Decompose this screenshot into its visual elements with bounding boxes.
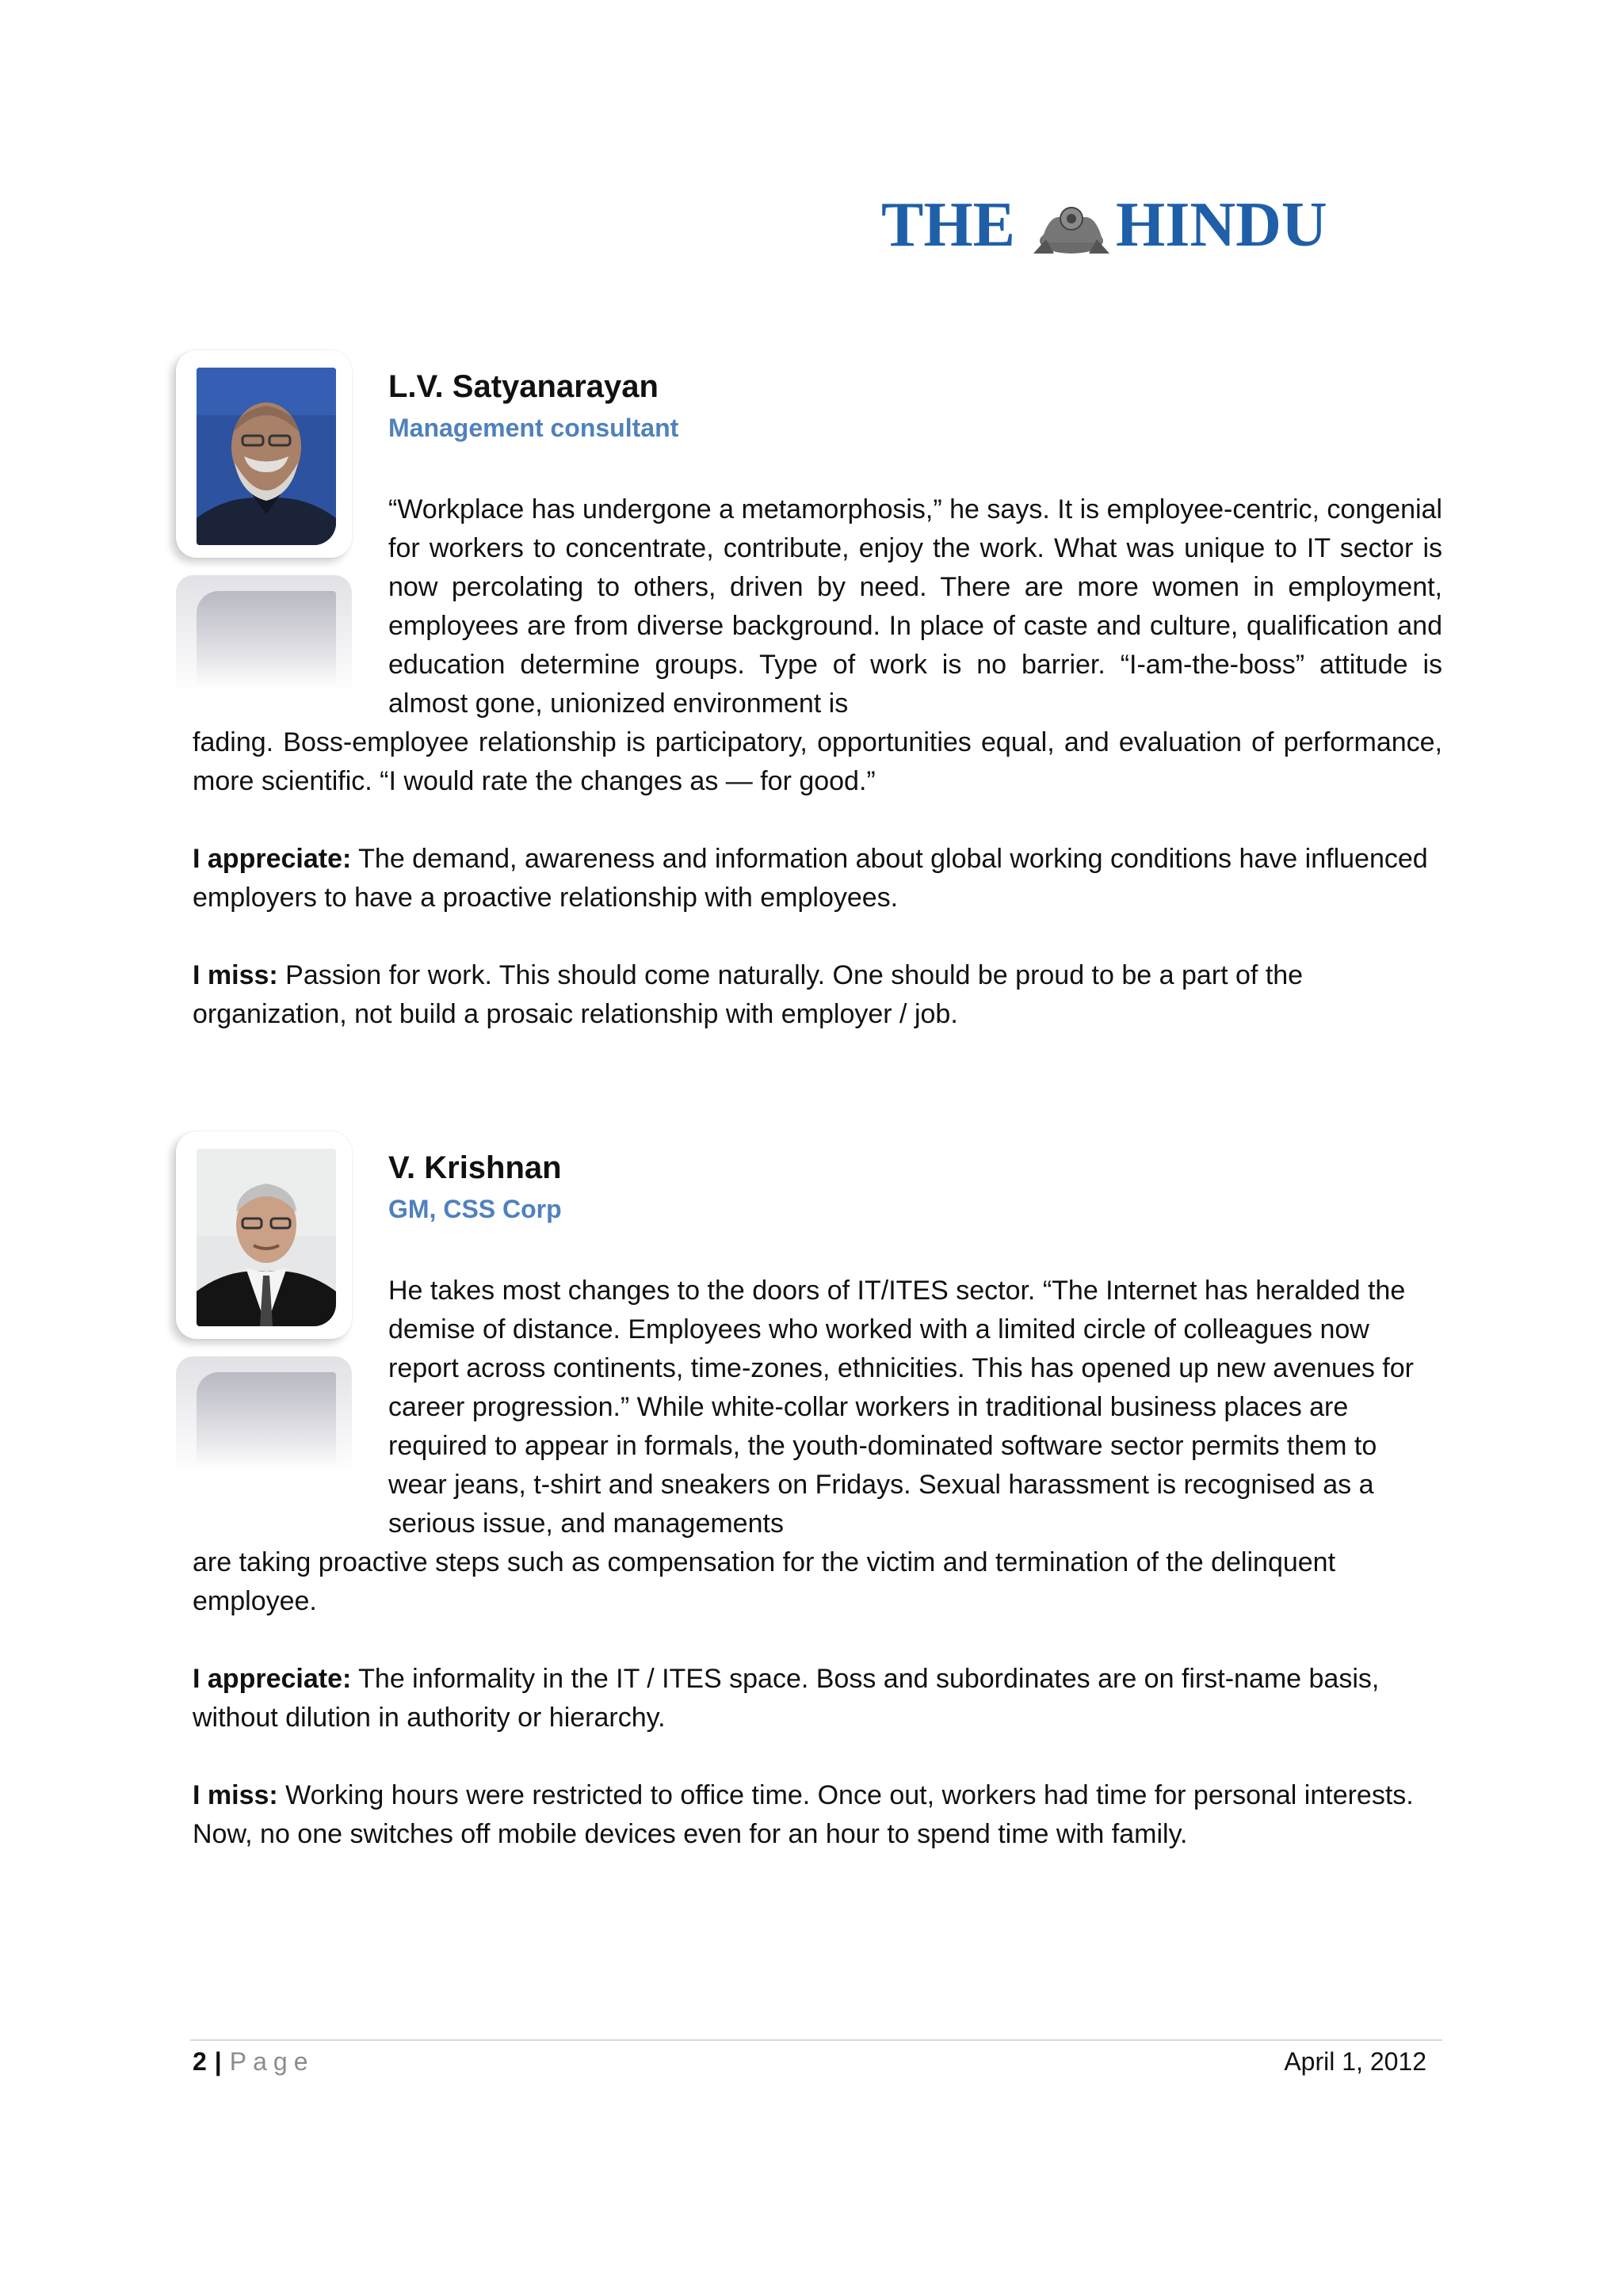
profile-miss-2 [193,1776,1442,1854]
miss-label-1: I miss: [193,960,278,990]
profile-name-2: V. Krishnan [388,1150,562,1185]
masthead-left-word: THE [881,190,1015,260]
profile-photo-2 [197,1149,336,1326]
masthead-logo [881,189,1436,260]
footer-date: April 1, 2012 [1284,2047,1426,2076]
profile-photo-frame-2 [176,1131,352,1339]
profile-role-2: GM, CSS Corp [388,1195,562,1223]
footer-page-number [193,2047,314,2077]
page-word: Page [229,2047,315,2076]
profile-body-1b: fading. Boss-employee relationship is participatory, opportunities equal, and evaluation of performance, more scientific. “I would rate the changes as — for good.” [193,727,1442,796]
profile-name-1: L.V. Satyanarayan [388,369,659,404]
profile-body-2a: He takes most changes to the doors of IT/ITES sector. “The Internet has heralded the demise of distance. Employees who worked with a limited circle of colleagues now report across continents, time-zones, ethnicities. This has opened up new avenues for career progression.” While white-collar workers in traditional business places are required to appear in formals, the youth-dominated software sector permits them to wear jeans, t-shirt and sneakers on Fridays. Sexual harassment is recognised as a serious issue, and managements [388,1276,1414,1539]
masthead-right-word: HINDU [1116,190,1327,260]
page-number: 2 [193,2047,207,2076]
profile-photo-1 [197,368,336,545]
appreciate-text-1: The demand, awareness and information about global working conditions have influenced employers to have a proactive relationship with employees. [193,844,1428,913]
profile-photo-reflection-1 [176,575,352,694]
miss-label-2: I miss: [193,1780,278,1810]
appreciate-label-2: I appreciate: [193,1664,352,1694]
emblem-icon [1033,208,1109,254]
appreciate-text-2: The informality in the IT / ITES space. Boss and subordinates are on first-name basis, without dilution in authority or hierarchy. [193,1664,1380,1733]
profile-photo-reflection-2 [176,1356,352,1475]
miss-text-1: Passion for work. This should come naturally. One should be proud to be a part of the organization, not build a prosaic relationship with employer / job. [193,960,1304,1029]
profile-appreciate-1 [193,840,1442,917]
profile-body-1a: “Workplace has undergone a metamorphosis,” he says. It is employee-centric, congenial for workers to concentrate, contribute, enjoy the work. What was unique to IT sector is now percolating to others, driven by need. There are more women in employment, employees are from diverse background. In place of caste and culture, qualification and education determine groups. Type of work is no barrier. “I-am-the-boss” attitude is almost gone, unionized environment is [388,494,1442,719]
profile-role-1: Management consultant [388,414,679,442]
profile-miss-1 [193,956,1442,1034]
profile-appreciate-2 [193,1660,1442,1737]
page-separator: | [214,2047,222,2076]
miss-text-2: Working hours were restricted to office time. Once out, workers had time for personal interests. Now, no one switches off mobile devices even for an hour to spend time with family. [193,1780,1414,1849]
profile-body-2b: are taking proactive steps such as compensation for the victim and termination of the delinquent employee. [193,1547,1336,1616]
appreciate-label-1: I appreciate: [193,844,352,874]
footer-divider [190,2039,1442,2041]
profile-photo-frame-1 [176,350,352,558]
